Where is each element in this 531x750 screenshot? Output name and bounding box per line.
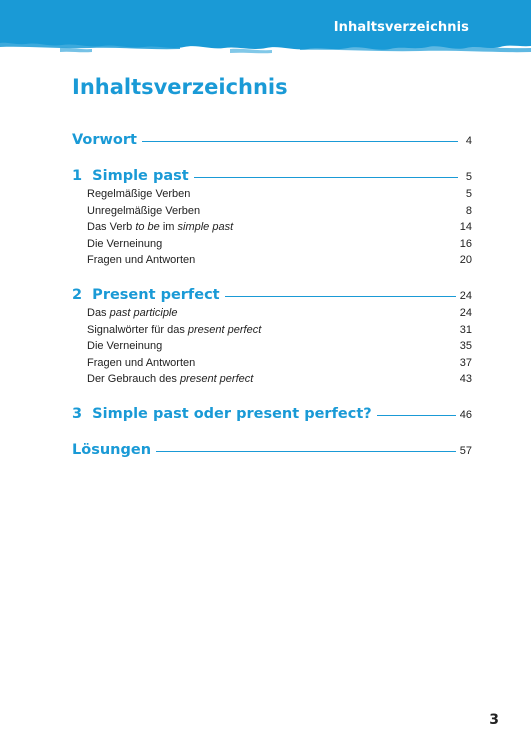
page-number-ref: 31 — [459, 323, 472, 336]
page-number-ref: 5 — [465, 188, 472, 200]
toc-section-loesungen — [72, 442, 472, 462]
page-title: Inhaltsverzeichnis — [72, 75, 288, 99]
entry-label: Die Verneinung — [87, 237, 163, 250]
page-number: 3 — [489, 712, 499, 728]
table-of-contents — [72, 132, 472, 478]
page-number-ref: 43 — [459, 373, 472, 386]
leader-line — [225, 296, 456, 297]
page-number-ref: 35 — [459, 340, 472, 353]
toc-section-present-perfect — [72, 287, 472, 390]
toc-entry[interactable] — [72, 238, 472, 255]
toc-entry[interactable] — [72, 307, 472, 324]
page-number-ref: 5 — [465, 171, 472, 183]
page-number-ref: 46 — [459, 408, 472, 421]
section-label: Vorwort — [72, 132, 137, 148]
toc-section-row[interactable] — [72, 406, 472, 426]
section-label: Lösungen — [72, 441, 152, 458]
page-number-ref: 4 — [465, 135, 472, 147]
entry-label: Signalwörter für das present perfect — [87, 323, 262, 336]
entry-label: Unregelmäßige Verben — [87, 204, 201, 217]
toc-section-row[interactable] — [72, 132, 472, 152]
section-label: 1 Simple past — [72, 168, 189, 184]
leader-line — [156, 451, 456, 452]
toc-section-simple-past — [72, 168, 472, 271]
toc-entry[interactable] — [72, 254, 472, 271]
header-banner — [0, 0, 531, 62]
page-number-ref: 57 — [459, 444, 472, 457]
toc-entry[interactable] — [72, 357, 472, 374]
toc-entry[interactable] — [72, 373, 472, 390]
entry-label: Regelmäßige Verben — [87, 188, 191, 200]
toc-entry[interactable] — [72, 340, 472, 357]
page-number-ref: 8 — [465, 204, 472, 217]
toc-section-simple-past-or-present-perfect — [72, 406, 472, 426]
toc-section-vorwort — [72, 132, 472, 152]
section-label: 2 Present perfect — [72, 286, 220, 303]
page-number-ref: 24 — [459, 289, 472, 302]
entry-label: Der Gebrauch des present perfect — [87, 373, 254, 386]
page-number-ref: 14 — [459, 221, 472, 234]
header-title: Inhaltsverzeichnis — [333, 20, 469, 35]
leader-line — [377, 415, 456, 416]
toc-entry[interactable] — [72, 324, 472, 341]
entry-label: Die Verneinung — [87, 340, 163, 353]
entry-label: Fragen und Antworten — [87, 254, 196, 267]
entry-label: Das past participle — [87, 306, 178, 319]
toc-entry[interactable] — [72, 205, 472, 222]
toc-entry[interactable] — [72, 221, 472, 238]
leader-line — [142, 141, 458, 142]
page-number-ref: 24 — [459, 306, 472, 319]
entry-label: Das Verb to be im simple past — [87, 221, 234, 234]
section-label: 3 Simple past oder present perfect? — [72, 405, 372, 422]
leader-line — [194, 177, 458, 178]
page-number-ref: 20 — [459, 254, 472, 267]
page-number-ref: 37 — [459, 356, 472, 369]
toc-section-row[interactable] — [72, 442, 472, 462]
toc-section-row[interactable] — [72, 287, 472, 307]
toc-section-row[interactable] — [72, 168, 472, 188]
toc-entry[interactable] — [72, 188, 472, 205]
entry-label: Fragen und Antworten — [87, 356, 196, 369]
page-number-ref: 16 — [459, 237, 472, 250]
